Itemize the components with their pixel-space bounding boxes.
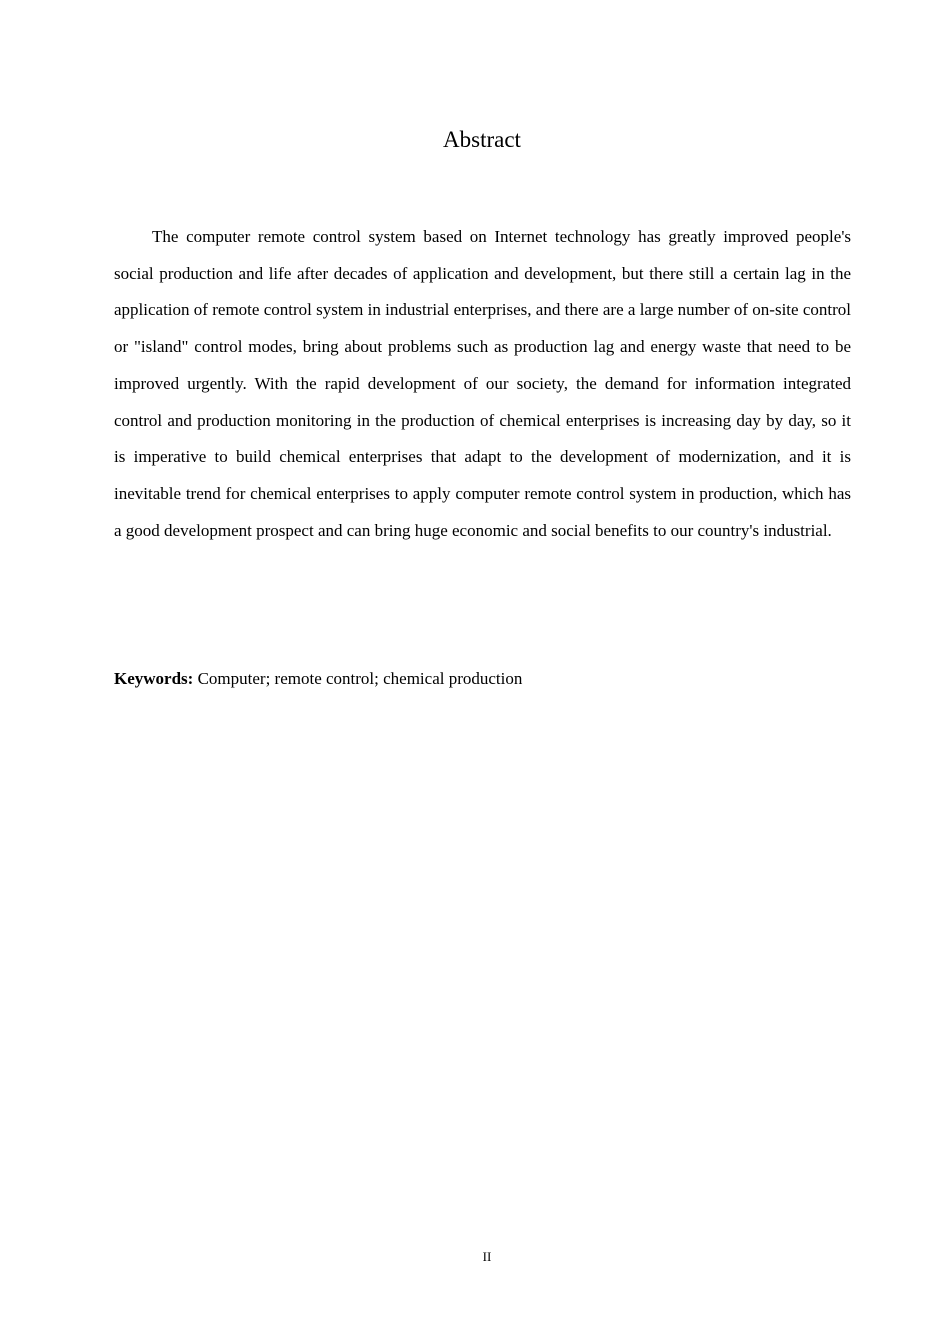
page-title: Abstract [443,127,521,152]
abstract-paragraph: The computer remote control system based on Internet technology has greatly improved people's social production and life after decades of application and development, but there still a certain lag in the application of remote control system in industrial enterprises, and there are a large number of on-site control or "island" control modes, bring about problems such as production lag and energy waste that need to be improved urgently. With the rapid development of our society, the demand for information integrated control and production monitoring in the production of chemical enterprises is increasing day by day, so it is imperative to build chemical enterprises that adapt to the development of modernization, and it is inevitable trend for chemical enterprises to apply computer remote control system in production, which has a good development prospect and can bring huge economic and social benefits to our country's industrial. [114,227,851,540]
keywords-text: Computer; remote control; chemical production [197,669,523,688]
keywords-label: Keywords: [114,669,194,688]
keywords-line [114,664,851,694]
page-number: II [482,1249,492,1264]
